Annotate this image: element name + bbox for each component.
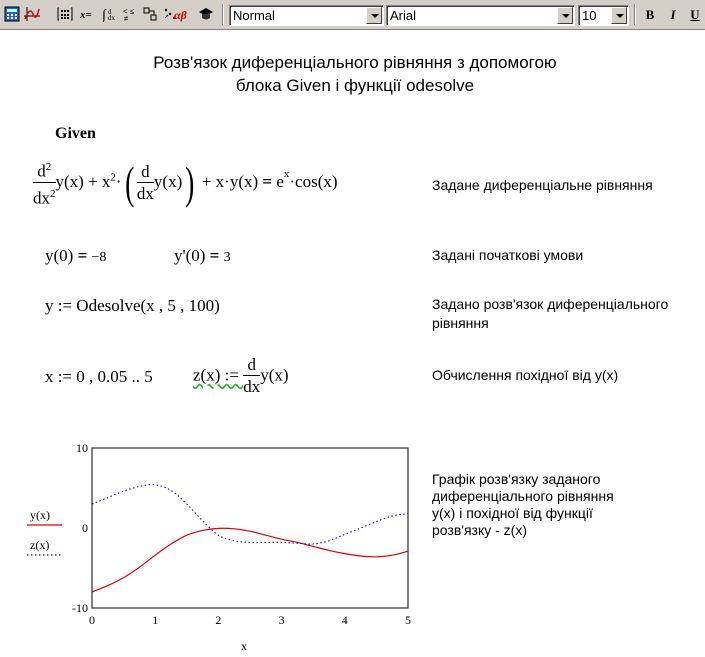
ode-term-x: + x xyxy=(88,172,111,192)
svg-text:≤: ≤ xyxy=(130,7,135,16)
symbolic-toolbar-button[interactable] xyxy=(196,4,216,24)
underline-button[interactable]: U xyxy=(690,7,700,22)
font-select-dropdown-arrow[interactable] xyxy=(557,7,573,24)
series-line-yx xyxy=(92,528,408,592)
bold-button[interactable]: B xyxy=(645,7,655,22)
svg-text:dx: dx xyxy=(108,14,115,22)
ode-rhs: e xyxy=(276,172,284,192)
given-keyword[interactable]: Given xyxy=(55,125,96,142)
font-select-value: Arial xyxy=(390,8,417,23)
note-graph-line-3: y(x) і похідної від функції xyxy=(432,505,593,521)
matrix-toolbar-button[interactable] xyxy=(55,4,75,24)
italic-button[interactable]: I xyxy=(670,7,676,22)
first-derivative-fraction: $\frac{d}{dx}$ xyxy=(136,161,154,203)
font-select[interactable] xyxy=(386,5,575,26)
font-size-select-dropdown-arrow[interactable] xyxy=(611,7,627,24)
note-solve-line-1: Задано розв'язок диференціального xyxy=(432,296,669,312)
legend-label: y(x) xyxy=(30,508,50,522)
solution-chart[interactable] xyxy=(0,436,420,657)
page-title-line-1: Розв'язок диференціального рівняння з допомогою xyxy=(153,53,557,72)
note-derivative: Обчислення похідної від y(x) xyxy=(432,367,619,383)
programming-toolbar-button[interactable] xyxy=(140,4,160,24)
note-graph-line-2: диференціального рівняння xyxy=(432,488,614,504)
calculator-toolbar-button[interactable] xyxy=(2,4,22,24)
z-definition[interactable]: z(x) := $\frac{d}{dx}$ y(x) xyxy=(193,355,289,396)
y-tick-label: -10 xyxy=(72,601,88,615)
ode-term-xy: + x·y(x) xyxy=(201,172,259,192)
x-tick-label: 3 xyxy=(278,613,285,627)
note-graph-line-4: розв'язку - z(x) xyxy=(432,522,527,538)
note-graph-line-1: Графік розв'язку заданого xyxy=(432,471,601,487)
svg-text:≠: ≠ xyxy=(124,14,129,22)
initial-condition-dy[interactable]: y'(0) = 3 xyxy=(174,246,231,265)
x-axis-label: x xyxy=(241,639,247,653)
plot-frame xyxy=(92,448,408,608)
ode-term-y: y(x) xyxy=(55,172,84,192)
svg-text:<: < xyxy=(123,7,128,16)
initial-condition-y[interactable]: y(0) = −8 xyxy=(45,246,107,265)
svg-text:d: d xyxy=(108,8,112,16)
x-tick-label: 0 xyxy=(89,613,95,627)
y-tick-label: 10 xyxy=(76,441,88,455)
page-title-line-2: блока Given і функції odesolve xyxy=(235,76,475,95)
series-line-zx xyxy=(92,485,408,544)
greek-toolbar-button[interactable] xyxy=(172,4,194,24)
graph-toolbar-button[interactable] xyxy=(22,4,42,24)
note-solve-line-2: рівняння xyxy=(432,315,489,331)
ode-equation[interactable]: $\frac{d^2}{dx^2}$ $y(x) + x^2\cdot$( $\frac{d}{dx}$ $y(x)) + x\cdot y(x) = e^x\cdot\cos(x)$ xyxy=(33,157,338,209)
toolbar xyxy=(0,0,705,30)
svg-text:αβ: αβ xyxy=(174,8,187,22)
range-definition[interactable]: x := 0 , 0.05 .. 5 xyxy=(45,367,153,386)
font-size-select-value: 10 xyxy=(582,8,597,23)
odesolve-definition[interactable]: y := Odesolve(x , 5 , 100) xyxy=(45,296,220,315)
font-size-select[interactable] xyxy=(578,5,629,26)
legend-label: z(x) xyxy=(30,538,50,552)
svg-text:∫: ∫ xyxy=(102,8,106,22)
note-initial: Задані початкові умови xyxy=(432,247,584,263)
svg-text:x=: x= xyxy=(80,9,92,21)
boolean-toolbar-button[interactable] xyxy=(120,4,140,24)
y-tick-label: 0 xyxy=(82,521,88,535)
x-tick-label: 4 xyxy=(341,613,348,627)
style-select[interactable] xyxy=(229,5,384,26)
x-tick-label: 2 xyxy=(215,613,222,627)
style-select-value: Normal xyxy=(233,8,275,23)
x-tick-label: 1 xyxy=(152,613,159,627)
worksheet[interactable] xyxy=(0,31,705,657)
style-select-dropdown-arrow[interactable] xyxy=(366,7,382,24)
evaluation-toolbar-button[interactable] xyxy=(78,4,98,24)
x-tick-label: 5 xyxy=(405,613,411,627)
second-derivative-fraction: $\frac{d^2}{dx^2}$ xyxy=(33,157,56,209)
note-ode: Задане диференціальне рівняння xyxy=(432,177,653,193)
calculus-toolbar-button[interactable] xyxy=(100,4,120,24)
